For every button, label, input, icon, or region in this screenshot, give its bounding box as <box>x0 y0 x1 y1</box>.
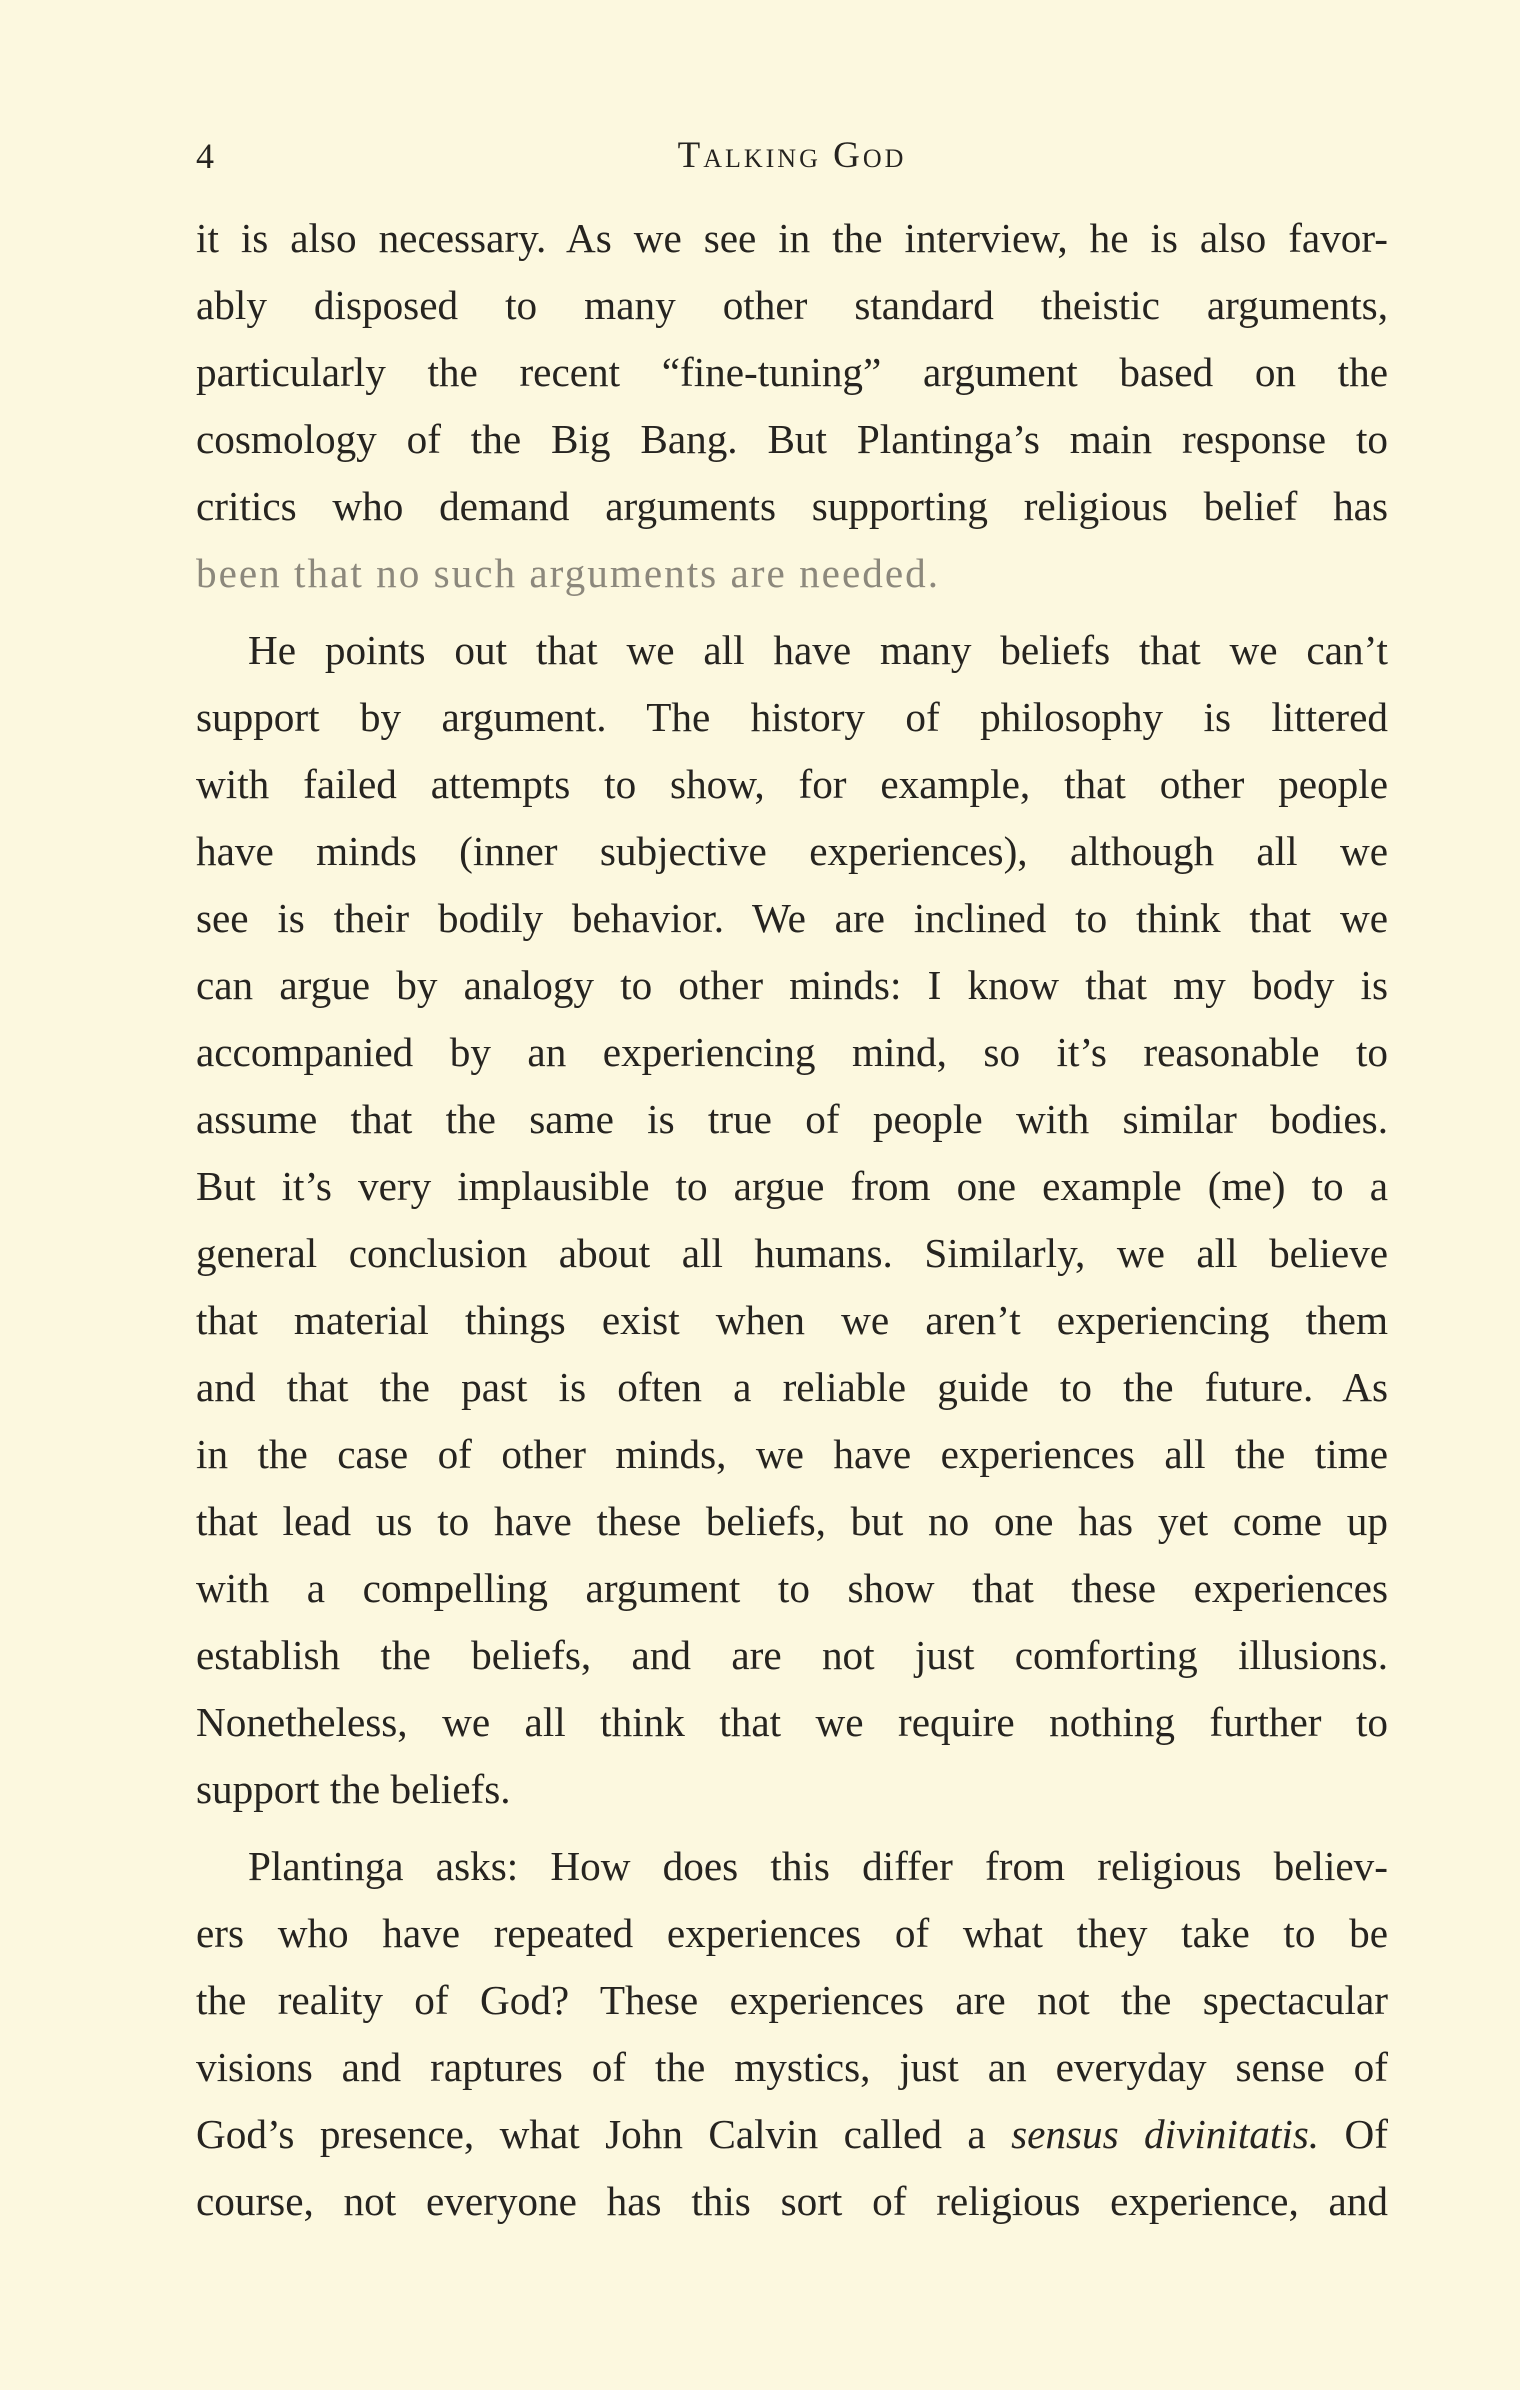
text-line: cosmology of the Big Bang. But Plantinga’s main response to <box>196 416 1388 462</box>
running-head <box>196 128 1388 184</box>
text-line: support by argument. The history of philosophy is littered <box>196 694 1388 740</box>
text-line-with-italic <box>196 2101 1388 2168</box>
text-line: Nonetheless, we all think that we require nothing further to <box>196 1699 1388 1745</box>
text-line: visions and raptures of the mystics, just an everyday sense of <box>196 2044 1388 2090</box>
text-line: the reality of God? These experiences are not the spectacular <box>196 1977 1388 2023</box>
text-line: ably disposed to many other standard theistic arguments, <box>196 282 1388 328</box>
text-line: critics who demand arguments supporting religious belief has <box>196 483 1388 529</box>
text-line: accompanied by an experiencing mind, so it’s reasonable to <box>196 1029 1388 1075</box>
text-line: it is also necessary. As we see in the interview, he is also favor- <box>196 215 1388 261</box>
text-line: that material things exist when we aren’t experiencing them <box>196 1297 1388 1343</box>
text-line: But it’s very implausible to argue from one example (me) to a <box>196 1163 1388 1209</box>
text-line: with a compelling argument to show that these experiences <box>196 1565 1388 1611</box>
text-line: can argue by analogy to other minds: I know that my body is <box>196 962 1388 1008</box>
page-number: 4 <box>196 136 214 176</box>
text-line: He points out that we all have many beliefs that we can’t <box>248 627 1388 673</box>
faded-text-line: been that no such arguments are needed. <box>196 550 940 596</box>
text-line: and that the past is often a reliable guide to the future. As <box>196 1364 1388 1410</box>
italic-term: sensus divinitatis. <box>1011 2111 1320 2157</box>
text-line: particularly the recent “fine-tuning” argument based on the <box>196 349 1388 395</box>
text-line: support the beliefs. <box>196 1766 511 1812</box>
text-line: assume that the same is true of people with similar bodies. <box>196 1096 1388 1142</box>
text-segment: God’s presence, what John Calvin called a <box>196 2111 1012 2157</box>
paragraph-1 <box>196 205 1388 607</box>
text-line: establish the beliefs, and are not just comforting illusions. <box>196 1632 1388 1678</box>
text-line: see is their bodily behavior. We are inclined to think that we <box>196 895 1388 941</box>
text-segment: Of <box>1319 2111 1388 2157</box>
text-line: general conclusion about all humans. Similarly, we all believe <box>196 1230 1388 1276</box>
paragraph-3 <box>196 1833 1388 2235</box>
text-line: ers who have repeated experiences of what they take to be <box>196 1910 1388 1956</box>
text-line: in the case of other minds, we have experiences all the time <box>196 1431 1388 1477</box>
body-text <box>196 205 1388 2235</box>
paragraph-2 <box>196 617 1388 1823</box>
text-line: Plantinga asks: How does this differ from religious believ- <box>248 1843 1388 1889</box>
text-line: that lead us to have these beliefs, but no one has yet come up <box>196 1498 1388 1544</box>
text-line: have minds (inner subjective experiences), although all we <box>196 828 1388 874</box>
text-line: with failed attempts to show, for example, that other people <box>196 761 1388 807</box>
book-title: Talking God <box>677 135 907 176</box>
text-line: course, not everyone has this sort of religious experience, and <box>196 2178 1388 2224</box>
